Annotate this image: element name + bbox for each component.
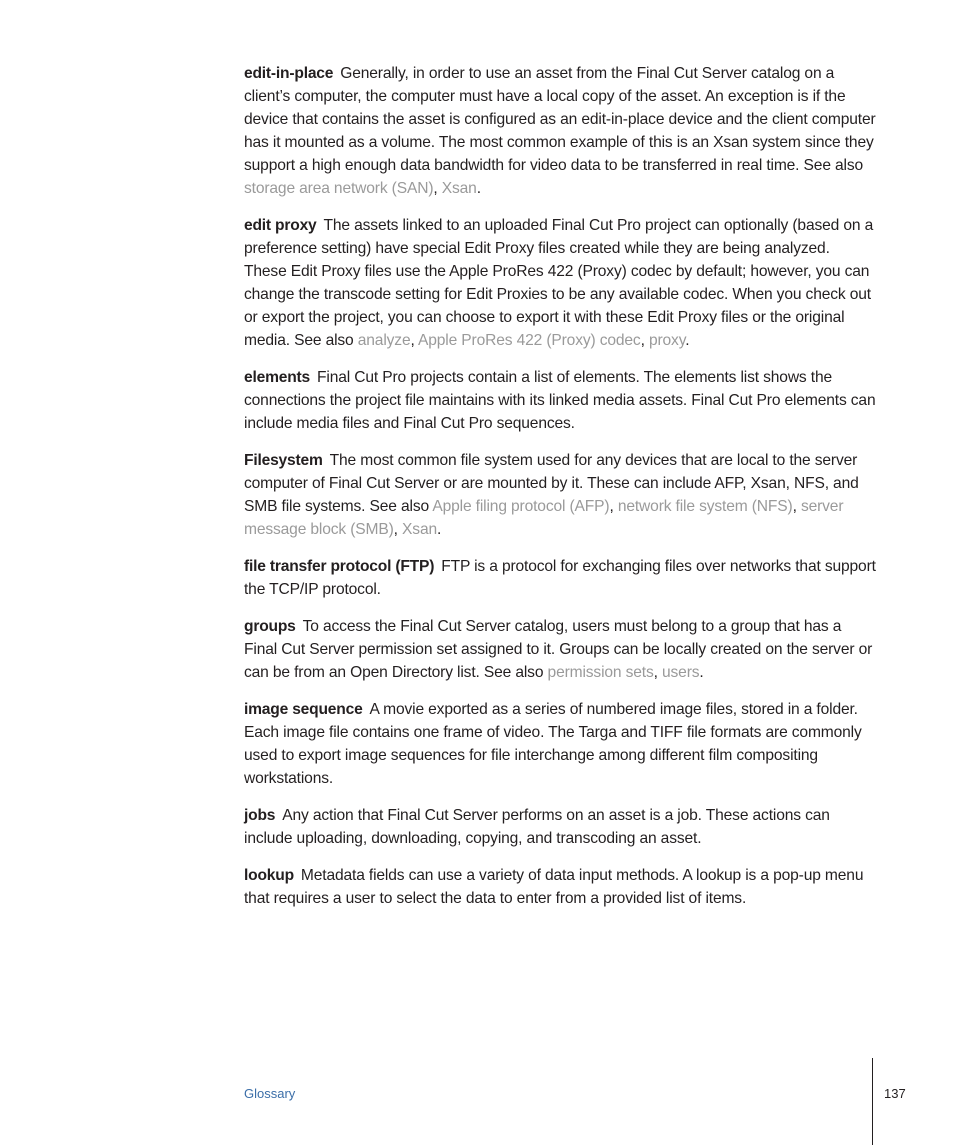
definition-text: , (640, 332, 649, 349)
glossary-term: lookup (244, 867, 294, 884)
glossary-term: file transfer protocol (FTP) (244, 558, 435, 575)
definition-text: The most common file system used for any devices that are local to the server computer of Final Cut Server or are mounted by it. These can include AFP, Xsan, NFS, and SMB file systems. See also (244, 452, 859, 515)
definition-text: , (393, 521, 403, 538)
glossary-entry (244, 214, 876, 352)
cross-reference-link[interactable]: Xsan (441, 180, 477, 197)
definition-text: The assets linked to an uploaded Final Cut Pro project can optionally (based on a preference setting) have special Edit Proxy files created while they are being analyzed. These Edit Proxy files use the Apple ProRes 422 (Proxy) codec by default; however, you can change the transcode setting for Edit Proxies to be any available codec. When you check out or export the project, you can choose to export it with these Edit Proxy files or the original media. See also (244, 217, 874, 349)
footer-divider (872, 1058, 873, 1145)
glossary-term: groups (244, 618, 296, 635)
cross-reference-link[interactable]: Xsan (402, 521, 437, 538)
glossary-term: edit-in-place (244, 65, 334, 82)
definition-text: , (433, 180, 442, 197)
definition-text: To access the Final Cut Server catalog, users must belong to a group that has a Final Cut Server permission set assigned to it. Groups can be locally created on the server or can be from an Open Directory list. See also (244, 618, 873, 681)
definition-text: . (476, 180, 481, 197)
definition-text: A movie exported as a series of numbered image files, stored in a folder. Each image file contains one frame of video. The Targa and TIFF file formats are commonly used to export image sequences for file interchange among different film compositing workstations. (244, 701, 862, 787)
glossary-term: edit proxy (244, 217, 317, 234)
definition-text: , (653, 664, 662, 681)
cross-reference-link[interactable]: proxy (648, 332, 686, 349)
glossary-entry (244, 449, 876, 541)
cross-reference-link[interactable]: analyze (357, 332, 411, 349)
cross-reference-link[interactable]: Apple ProRes 422 (Proxy) codec (417, 332, 641, 349)
definition-text: . (685, 332, 690, 349)
definition-text: Any action that Final Cut Server performs on an asset is a job. These actions can include uploading, downloading, copying, and transcoding an asset. (244, 807, 830, 847)
glossary-entry (244, 366, 876, 435)
definition-text: . (437, 521, 442, 538)
cross-reference-link[interactable]: users (662, 664, 700, 681)
footer-section-label: Glossary (244, 1086, 296, 1101)
glossary-entry (244, 615, 876, 684)
page-number: 137 (884, 1086, 906, 1101)
glossary-entry (244, 698, 876, 790)
glossary-term: jobs (244, 807, 276, 824)
glossary-term: image sequence (244, 701, 363, 718)
cross-reference-link[interactable]: Apple filing protocol (AFP) (432, 498, 610, 515)
cross-reference-link[interactable]: server message block (SMB) (244, 498, 844, 538)
glossary-entry (244, 864, 876, 910)
definition-text: Metadata fields can use a variety of data input methods. A lookup is a pop-up menu that requires a user to select the data to enter from a provided list of items. (244, 867, 864, 907)
definition-text: , (792, 498, 801, 515)
glossary-term: Filesystem (244, 452, 323, 469)
definition-text: Final Cut Pro projects contain a list of elements. The elements list shows the connections the project file maintains with its linked media assets. Final Cut Pro elements can include media files and Final Cut Pro sequences. (244, 369, 876, 432)
definition-text: . (699, 664, 704, 681)
glossary-entry (244, 555, 876, 601)
definition-text: Generally, in order to use an asset from the Final Cut Server catalog on a client’s computer, the computer must have a local copy of the asset. An exception is if the device that contains the asset is configured as an edit-in-place device and the client computer has it mounted as a volume. The most common example of this is an Xsan system since they support a high enough data bandwidth for video data to be transferred in real time. See also (244, 65, 876, 174)
glossary-term: elements (244, 369, 311, 386)
glossary-entry (244, 804, 876, 850)
definition-text: FTP is a protocol for exchanging files over networks that support the TCP/IP protocol. (244, 558, 876, 598)
cross-reference-link[interactable]: network file system (NFS) (617, 498, 793, 515)
glossary-entry (244, 62, 876, 200)
glossary-entries (244, 62, 876, 924)
definition-text: , (609, 498, 618, 515)
cross-reference-link[interactable]: storage area network (SAN) (244, 180, 434, 197)
cross-reference-link[interactable]: permission sets (547, 664, 654, 681)
definition-text: , (410, 332, 418, 349)
